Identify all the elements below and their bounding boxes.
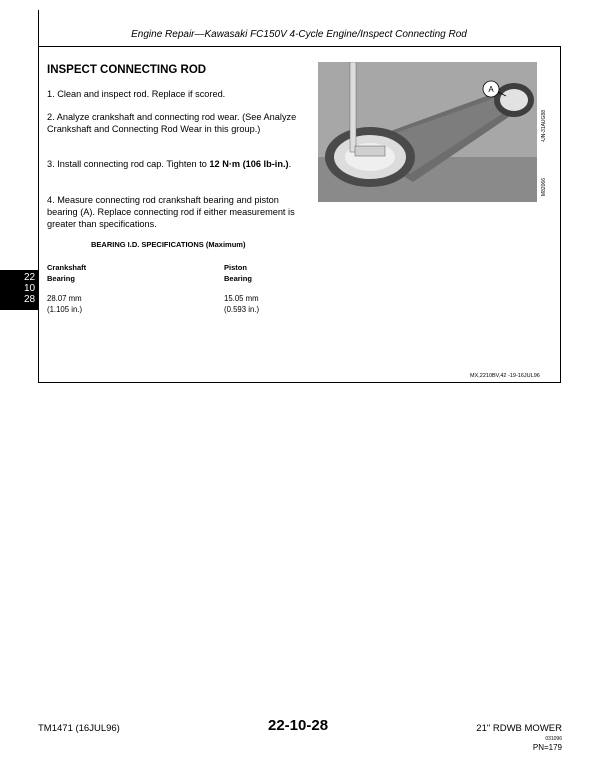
tab-line1: 22 (24, 272, 36, 283)
reference-code: MX,2210BV,42 -19-16JUL96 (470, 373, 540, 379)
piston-value (224, 293, 259, 315)
footer-pn: PN=179 (532, 743, 562, 752)
piston-header (224, 262, 252, 284)
photo-code-id: M82066 (541, 178, 547, 197)
photo-code-date: -UN-31AUG88 (541, 110, 547, 143)
tab-line3: 28 (24, 294, 36, 305)
step-2: 2. Analyze crankshaft and connecting rod wear. (See Analyze Crankshaft and Connecting Rod Wear in this group.) (47, 112, 297, 134)
footer-product: 21" RDWB MOWER (476, 723, 562, 734)
crankshaft-mm: 28.07 mm (47, 294, 82, 303)
footer-page-number: 22-10-28 (268, 717, 329, 734)
callout-a: A (488, 85, 494, 94)
step-3-end: . (288, 159, 292, 169)
step-3 (47, 158, 305, 170)
footer-date-code: 031096 (545, 736, 562, 742)
section-title: INSPECT CONNECTING ROD (47, 64, 207, 76)
piston-mm: 15.05 mm (224, 294, 259, 303)
page-header: Engine Repair—Kawasaki FC150V 4-Cycle Engine/Inspect Connecting Rod (38, 28, 560, 47)
footer-manual-id: TM1471 (16JUL96) (38, 723, 120, 734)
torque-value: 12 N·m (106 lb-in.) (209, 159, 289, 169)
crankshaft-value (47, 293, 82, 315)
crankshaft-header-line1: Crankshaft (47, 263, 87, 272)
tab-line2: 10 (24, 283, 36, 294)
step-3-text: 3. Install connecting rod cap. Tighten to (47, 159, 210, 169)
step-4: 4. Measure connecting rod crankshaft bearing and piston bearing (A). Replace connecting rod if either measurement is greater than specifications. (47, 195, 295, 229)
connecting-rod-photo (318, 62, 537, 202)
spec-heading: BEARING I.D. SPECIFICATIONS (Maximum) (91, 240, 246, 249)
section-tab-label (24, 272, 35, 305)
crankshaft-header-line2: Bearing (47, 274, 75, 283)
piston-header-line1: Piston (224, 263, 247, 272)
crankshaft-in: (1.105 in.) (47, 305, 83, 314)
step-1: 1. Clean and inspect rod. Replace if scored. (47, 89, 226, 99)
piston-header-line2: Bearing (224, 274, 252, 283)
crankshaft-header (47, 262, 86, 284)
piston-in: (0.593 in.) (224, 305, 260, 314)
